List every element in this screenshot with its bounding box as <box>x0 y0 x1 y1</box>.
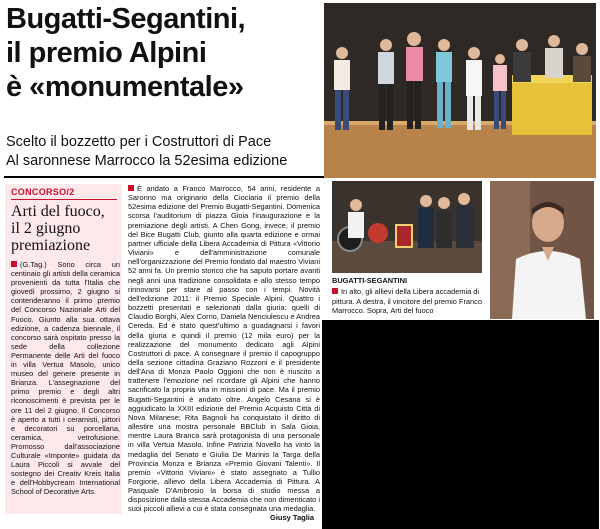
author-byline: Giusy Taglia <box>270 513 315 522</box>
caption-title: BUGATTI-SEGANTINI <box>332 276 407 285</box>
photo-arti-del-fuoco <box>332 181 482 273</box>
photo-caption <box>332 276 487 315</box>
headline-line-2: il premio Alpini <box>6 37 207 69</box>
sidebar-title-line-3: premiazione <box>11 237 91 254</box>
subhead-line-2: Al saronnese Marrocco la 52esima edizione <box>6 153 288 169</box>
photo-students-on-stage <box>324 3 596 178</box>
sidebar-title-line-2: il 2 giugno <box>11 220 81 237</box>
stage-photo-illustration <box>324 3 596 178</box>
sidebar-title-line-1: Arti del fuoco, <box>11 203 105 220</box>
article-subheadline <box>6 133 326 171</box>
paragraph-marker-icon <box>332 288 338 294</box>
ceramics-photo-illustration <box>332 181 482 273</box>
photo-winner-franco-marrocco <box>490 181 594 319</box>
headline-line-3: è «monumentale» <box>6 71 244 103</box>
main-body-text: È andato a Franco Marrocco, 54 anni, residente a Saronno ma originario della Ciociaria il premio della 52esima edizione del Premio Bugatti-Segantini. Domenica scorsa l'auditorium di piazza Gioia l'inaugurazione e la premiazione degli artisti. A Chen Gong, invece, il premio del Bice Bugatti Club, giunto alla quarta edizione e ormai partner ufficiale della Libera Accademia di Pittura «Vittorio Viviani» e dell'amministrazione comunale nell'organizzazione del Premio fondato dal maestro Viviani 52 anni fa. Un premio storico che ha saputo portare avanti negli anni una tradizione consolidata e allo stesso tempo rinnovarsi per stare al passo con i tempi. Novità dell'edizione 2011: il Premio Speciale Alpini. Quattro i bozzetti presentati e selezionati dalla giuria: quelli di Claudio Borghi, Alex Corno, Daniela Nenciulescu e Andrea Cereda. Ed è stato quest'ultimo a guadagnarsi i favori della giuria e quindi il premio (12 mila euro) per la realizzazione del monumento dedicato agli Alpini Costruttori di pace. A consegnare il premio il capogruppo della sezione cittadina Graziano Rozzoni e il presidente dell'Ana di Monza Paolo Oggioni che non è riuscito a trattenere l'emozione nel ricordare gli Alpini che hanno sacrificato la propria vita in missioni di pace. Ma il premio Bugatti-Segantini è andato oltre. Angelo Cesana si è aggiudicato la XXIII edizione del Premio Acquisto Città di Nova Milanese; Rita Bagnoli ha conquistato il diritto di allestire una mostra personale BBClub in Sala Gioia, mentre Laura Branca sarà protagonista di una personale in villa Vertua Masolo. Infine Patrizia Novello ha vinto la medaglia del Senato e Giulia De Marinis la Targa della Provincia Monza e Brianza «Premio Giovani Talenti». Il premio «Vittorio Viviani» è stato assegnato a Tullio Forgiorie, allievo della Libera Accademia di Pittura. A Pasquale D'Ambrosio la borsa di studio messa a disposizione dalla stessa Accademia che non dimenticato i suoi piccoli allievi a cui è stata consegnata una medaglia. <box>128 184 320 514</box>
kicker-underline <box>11 199 117 200</box>
sidebar-title <box>11 203 121 254</box>
paragraph-marker-icon <box>128 185 134 191</box>
sidebar-article-body <box>11 260 120 496</box>
main-article-body <box>128 184 320 514</box>
paragraph-marker-icon <box>11 261 17 267</box>
headline-line-1: Bugatti-Segantini, <box>6 3 246 35</box>
sidebar-kicker: CONCORSO/2 <box>11 187 75 197</box>
article-headline <box>6 2 326 104</box>
portrait-photo-illustration <box>490 181 594 319</box>
blank-black-area <box>322 320 599 529</box>
subhead-line-1: Scelto il bozzetto per i Costruttori di Pace <box>6 134 272 150</box>
caption-text: In alto, gli allievi della Libera accademia di pittura. A destra, il vincitore del premio Franco Marrocco. Sopra, Arti del fuoco <box>332 287 482 315</box>
sidebar-body-text: (G.Tag.) Sono circa un centinaio gli artisti della ceramica provenienti da tutta l'Italia che giovedì prossimo, 2 giugno si contenderanno il primo premio del Concorso Nazionale Arti del Fuoco. Giunto alla sua ottava edizione, a cadenza biennale, il concorso sarà ospitato presso la sede della collezione Permanente delle Arti del fuoco in villa Vertua Masolo, unico museo del genere presente in Brianza. L'assegnazione del primo premio e degli altri riconoscimenti è prevista per le ore 11 del 2 giugno. Il Concorso è aperto a tutti i ceramisti, pittori e decoratori su porcellana, ceramica, vetrofusione. Promosso dall'associazione Culturale «Imponte» guidata da Laura Piccoli si avvale del sostegno dei Creativ Kreis Italia e dell'Hobbycream International School of Decorative Arts. <box>11 260 120 497</box>
